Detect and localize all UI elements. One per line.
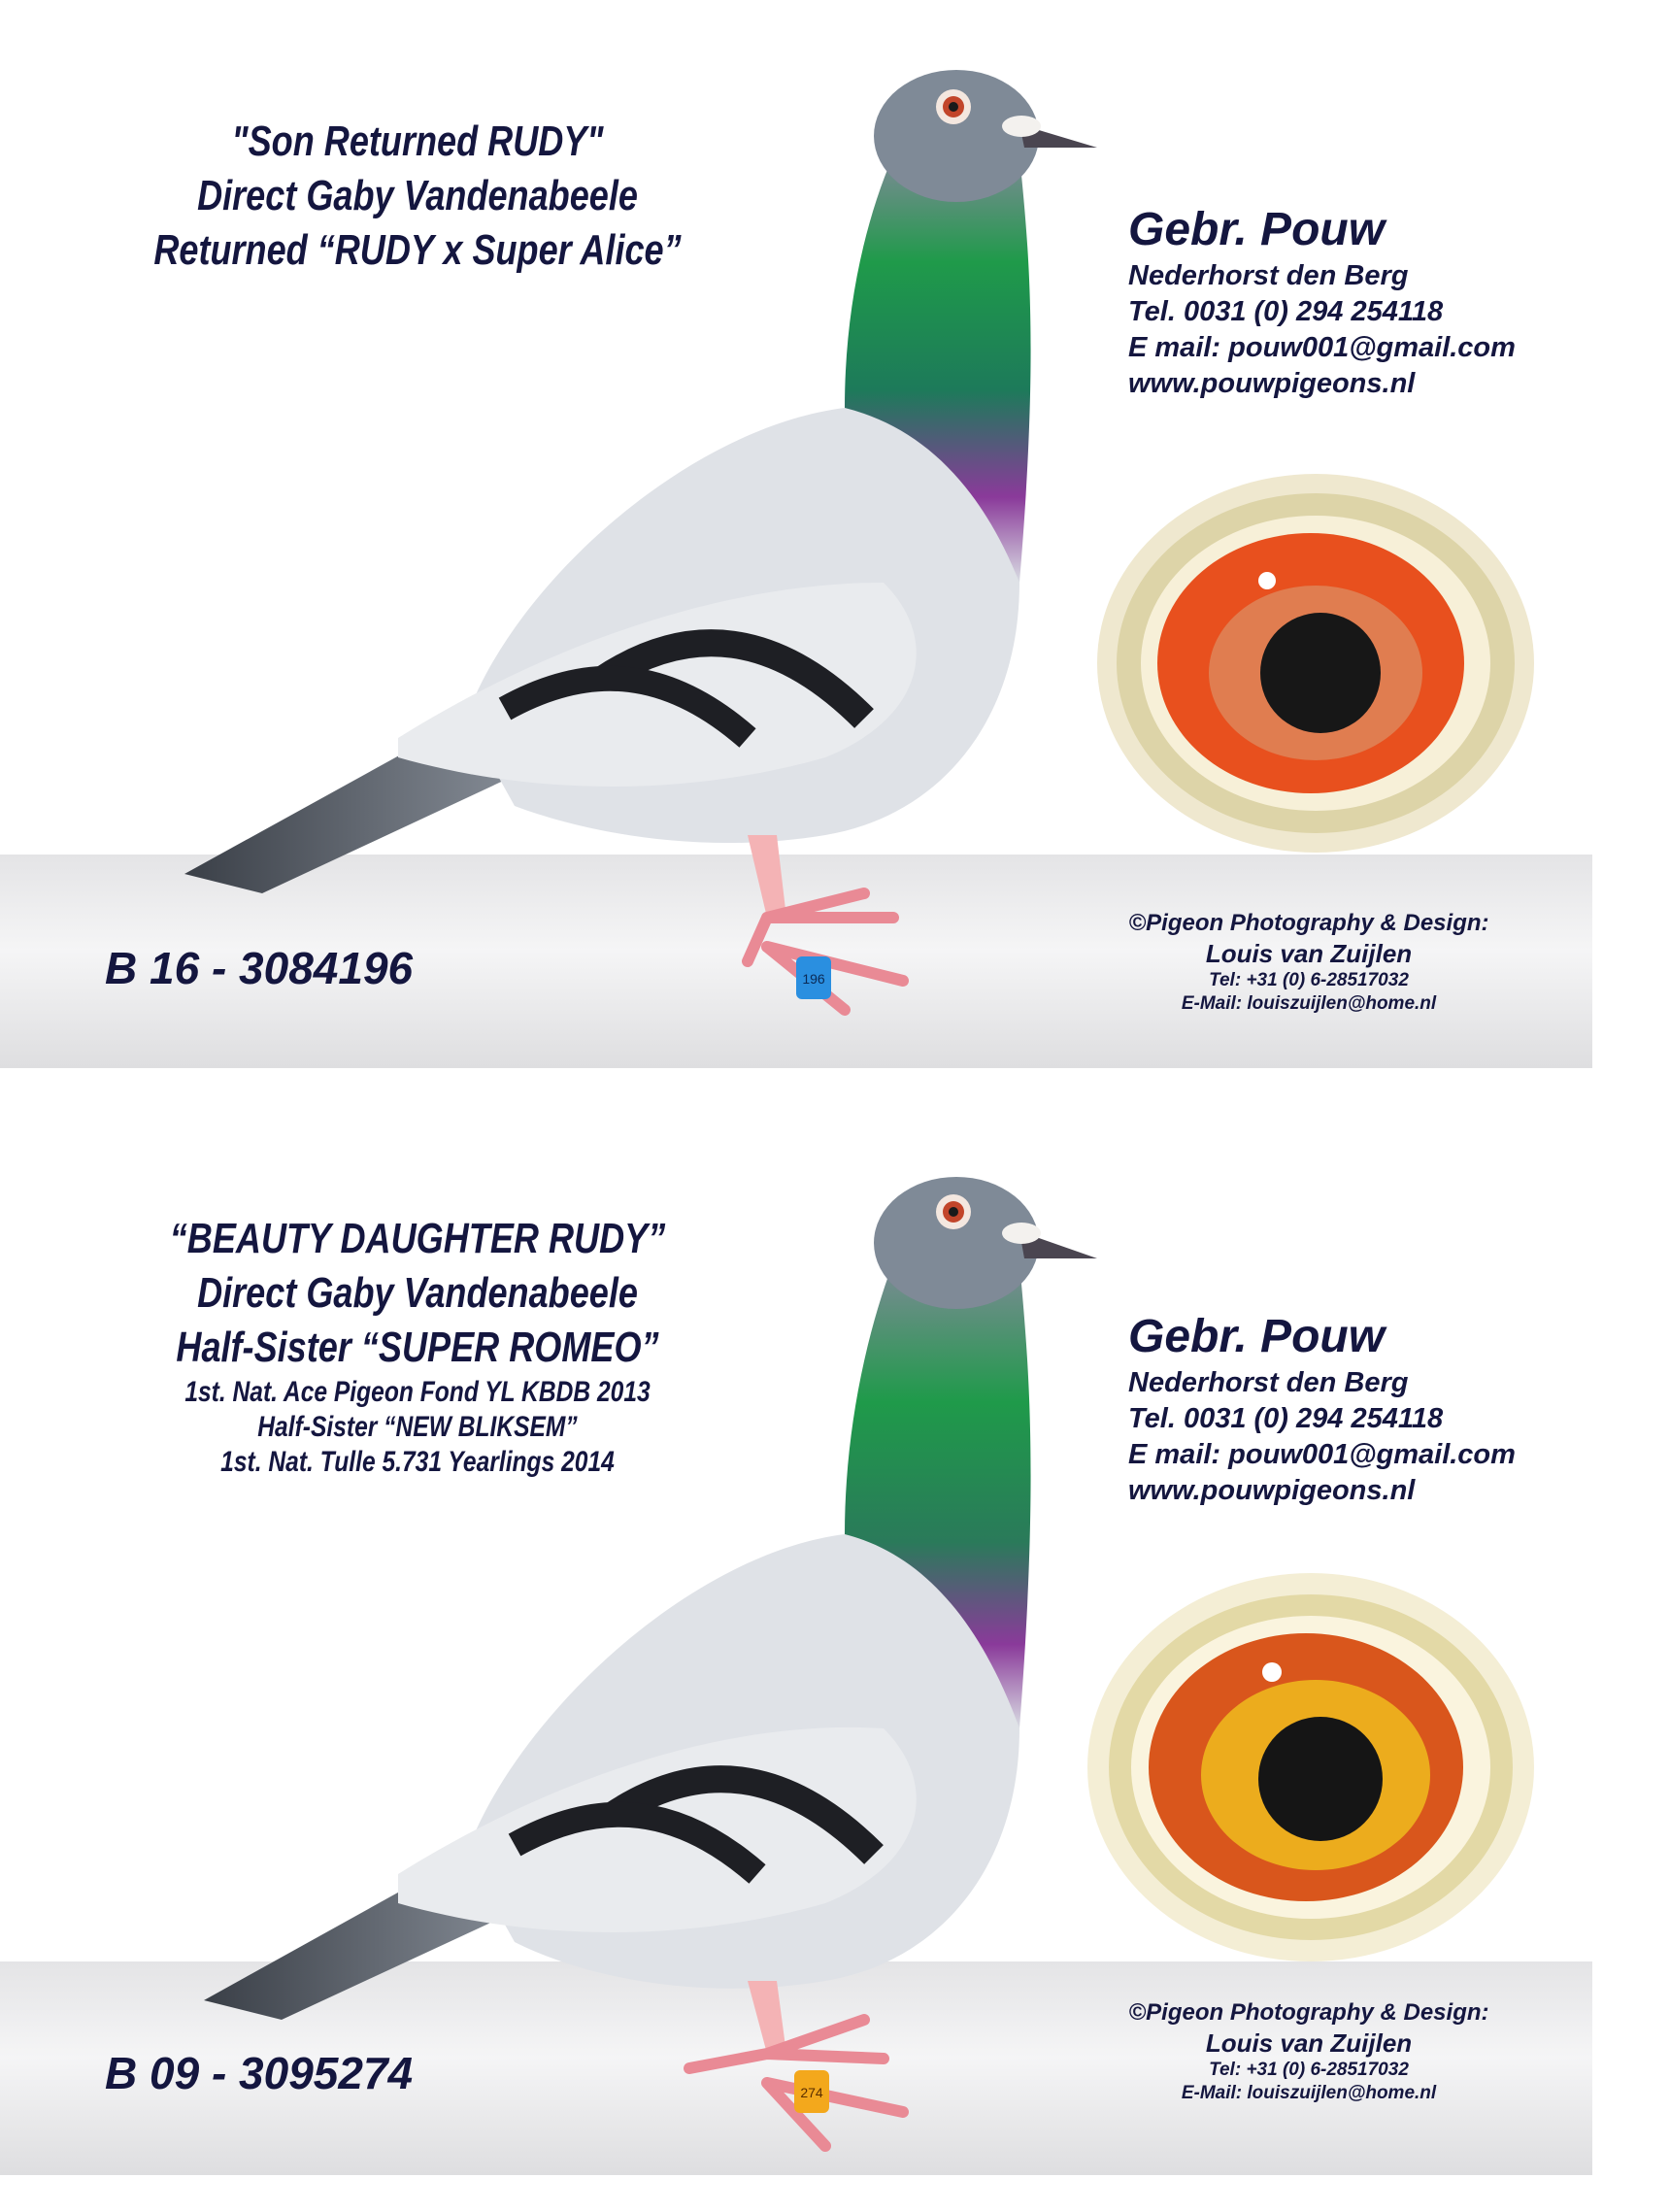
website-link[interactable]: www.pouwpigeons.nl [1128,1475,1416,1506]
loft-name: Gebr. Pouw [1128,1311,1386,1362]
eye-closeup-photo [1078,1563,1544,1971]
credit-email[interactable]: E-Mail: louiszuijlen@home.nl [1181,993,1437,1014]
achievement-line: 1st. Nat. Tulle 5.731 Yearlings 2014 [220,1446,615,1478]
title-line: "Son Returned RUDY" [231,117,604,165]
phone-text: Tel. 0031 (0) 294 254118 [1128,296,1444,327]
credit-phone: Tel: +31 (0) 6-28517032 [1209,970,1409,990]
loft-name: Gebr. Pouw [1128,204,1386,255]
title-line: “BEAUTY DAUGHTER RUDY” [169,1215,666,1262]
email-link[interactable]: E mail: pouw001@gmail.com [1128,1439,1516,1470]
email-link[interactable]: E mail: pouw001@gmail.com [1128,332,1516,363]
website-link[interactable]: www.pouwpigeons.nl [1128,368,1416,399]
phone-text: Tel. 0031 (0) 294 254118 [1128,1403,1444,1434]
credit-name: Louis van Zuijlen [1205,939,1413,968]
contact-block [1128,202,1516,402]
ring-number: B 16 - 3084196 [105,943,414,993]
eye-closeup-photo [1087,464,1544,862]
contact-block [1128,1309,1516,1509]
credit-phone: Tel: +31 (0) 6-28517032 [1209,2060,1409,2080]
photo-credit-block [1105,1998,1513,2105]
credit-title: ©Pigeon Photography & Design: [1128,910,1489,936]
credit-email[interactable]: E-Mail: louiszuijlen@home.nl [1181,2083,1437,2103]
achievement-line: Half-Sister “NEW BLIKSEM” [257,1411,578,1443]
location-text: Nederhorst den Berg [1128,1367,1409,1398]
ring-number: B 09 - 3095274 [105,2048,414,2098]
pigeon-photo [146,39,1117,1049]
location-text: Nederhorst den Berg [1128,260,1409,291]
title-line: Direct Gaby Vandenabeele [197,1269,638,1317]
credit-name: Louis van Zuijlen [1205,2028,1413,2058]
pigeon-card-2 [0,1107,1670,2175]
photo-credit-block [1105,909,1513,1016]
achievement-line: 1st. Nat. Ace Pigeon Fond YL KBDB 2013 [184,1376,651,1408]
leg-band-text: 274 [800,2085,823,2100]
pigeon-photo [146,1146,1117,2156]
pigeon-card-1 [0,0,1670,1068]
credit-title: ©Pigeon Photography & Design: [1128,1999,1489,2026]
leg-band-text: 196 [802,971,825,987]
title-line: Returned “RUDY x Super Alice” [153,226,682,274]
title-line: Direct Gaby Vandenabeele [197,172,638,219]
title-line: Half-Sister “SUPER ROMEO” [176,1324,659,1371]
